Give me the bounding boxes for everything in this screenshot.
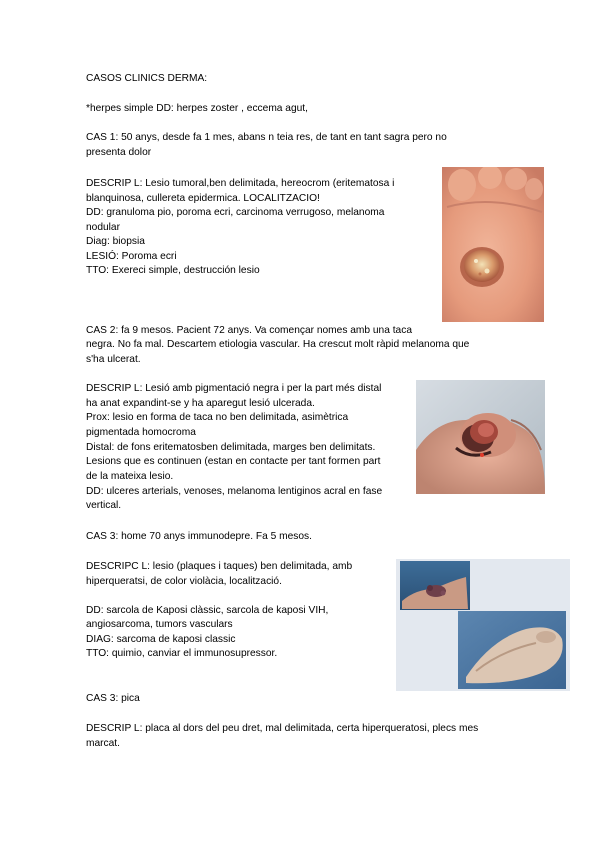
case1-dd-line: nodular [86, 222, 120, 233]
toe-melanoma-photo [416, 380, 545, 494]
case1-descrip-line: DESCRIP L: Lesio tumoral,ben delimitada, hereocrom (eritematosa i [86, 178, 395, 189]
case2-prox-line: pigmentada homocroma [86, 427, 196, 438]
intro-line: *herpes simple DD: herpes zoster , eccema agut, [86, 103, 308, 114]
case2-lesions-line: Lesions que es continuen (estan en contacte per tant formen part [86, 456, 381, 467]
kaposi-foot-photo [396, 559, 570, 691]
case2-dd-line: vertical. [86, 500, 122, 511]
case3-descrip-line: DESCRIPC L: lesio (plaques i taques) ben delimitada, amb [86, 561, 353, 572]
case2-prox-line: Prox: lesio en forma de taca no ben delimitada, asimètrica [86, 412, 349, 423]
case2-dd-line: DD: ulceres arterials, venoses, melanoma lentiginos acral en fase [86, 486, 383, 497]
case1-dd-line: DD: granuloma pio, poroma ecri, carcinoma verrugoso, melanoma [86, 207, 385, 218]
case1-descrip-line: blanquinosa, cullereta epidermica. LOCALITZACIO! [86, 193, 320, 204]
case2-descrip-line: ha anat expandint-se y ha aparegut lesió ulcerada. [86, 398, 315, 409]
case1-intro-line-2: presenta dolor [86, 147, 152, 158]
case1-treatment-line: TTO: Exereci simple, destrucción lesio [86, 265, 260, 276]
case2-intro-line: CAS 2: fa 9 mesos. Pacient 72 anys. Va començar nomes amb una taca [86, 325, 412, 336]
case2-intro-line: negra. No fa mal. Descartem etiologia vascular. Ha crescut molt ràpid melanoma que [86, 339, 470, 350]
foot-lesion-photo [442, 167, 544, 322]
case2-distal-line: Distal: de fons eritematosben delimitada, marges ben delimitats. [86, 442, 376, 453]
case3-dd-line: angiosarcoma, tumors vasculars [86, 619, 233, 630]
case1-lesion-line: LESIÓ: Poroma ecri [86, 251, 177, 262]
case3-treatment-line: TTO: quimio, canviar el immunosupressor. [86, 648, 278, 659]
case2-descrip-line: DESCRIP L: Lesió amb pigmentació negra i per la part més distal [86, 383, 382, 394]
document-title: CASOS CLINICS DERMA: [86, 73, 208, 84]
case4-descrip-line: DESCRIP L: placa al dors del peu dret, mal delimitada, certa hiperqueratosi, plecs mes [86, 723, 479, 734]
case1-intro-line-1: CAS 1: 50 anys, desde fa 1 mes, abans n teia res, de tant en tant sagra pero no [86, 132, 447, 143]
case2-intro-line: s'ha ulcerat. [86, 354, 141, 365]
case2-lesions-line: de la mateixa lesio. [86, 471, 174, 482]
case1-diag-line: Diag: biopsia [86, 236, 145, 247]
case3-intro-line: CAS 3: home 70 anys immunodepre. Fa 5 mesos. [86, 531, 312, 542]
case4-intro-line: CAS 3: pica [86, 693, 140, 704]
case3-descrip-line: hiperqueratsi, de color violàcia, localització. [86, 576, 282, 587]
case4-descrip-line: marcat. [86, 738, 120, 749]
case3-diag-line: DIAG: sarcoma de kaposi classic [86, 634, 236, 645]
case3-dd-line: DD: sarcola de Kaposi clàssic, sarcola de kaposi VIH, [86, 605, 329, 616]
